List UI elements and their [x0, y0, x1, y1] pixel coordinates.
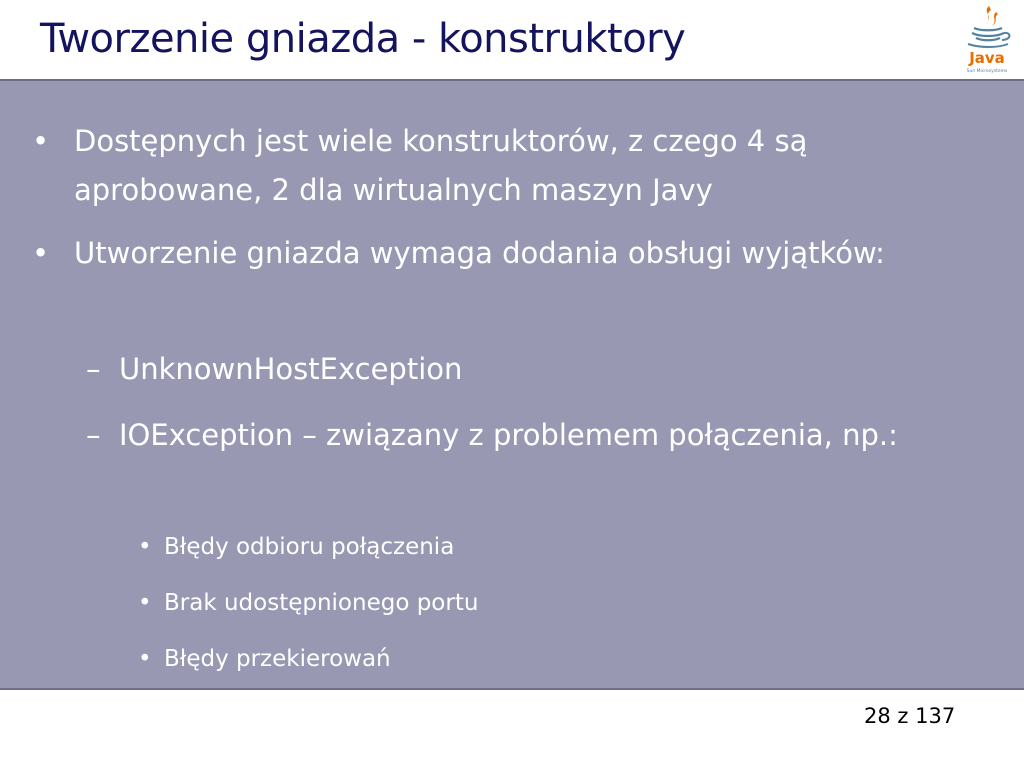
sub-bullet-item — [86, 411, 946, 460]
java-logo-icon — [958, 2, 1016, 76]
sub-sub-bullet-text: Błędy przekierowań — [164, 646, 391, 672]
java-logo-subtext: Sun Microsystems — [966, 69, 1008, 74]
bullet-marker: • — [138, 646, 152, 672]
sub-bullet-text: IOException – związany z problemem połączenia, np.: — [119, 418, 898, 452]
sub-sub-bullet-text: Brak udostępnionego portu — [164, 590, 479, 616]
sub-sub-bullet-text: Błędy odbioru połączenia — [164, 534, 455, 560]
sub-sub-bullet-item — [138, 531, 898, 563]
bullet-item — [32, 117, 932, 215]
dash-marker: – — [86, 418, 101, 452]
bullet-marker: • — [138, 534, 152, 560]
sub-bullet-text: UnknownHostException — [119, 352, 463, 386]
bullet-marker: • — [32, 236, 50, 270]
java-logo-text: Java — [969, 49, 1005, 67]
dash-marker: – — [86, 352, 101, 386]
page-indicator: 28 z 137 — [864, 704, 956, 728]
slide-title: Tworzenie gniazda - konstruktory — [40, 16, 686, 62]
bullet-text: Dostępnych jest wiele konstruktorów, z czego 4 są aprobowane, 2 dla wirtualnych maszyn Javy — [74, 124, 808, 207]
bullet-marker: • — [138, 590, 152, 616]
bullet-item — [32, 229, 932, 278]
sub-sub-bullet-item — [138, 587, 898, 619]
sub-bullet-item — [86, 345, 946, 394]
bullet-marker: • — [32, 124, 50, 158]
sub-sub-bullet-item — [138, 643, 898, 675]
content-area — [0, 79, 1024, 690]
bullet-text: Utworzenie gniazda wymaga dodania obsługi wyjątków: — [74, 236, 885, 270]
